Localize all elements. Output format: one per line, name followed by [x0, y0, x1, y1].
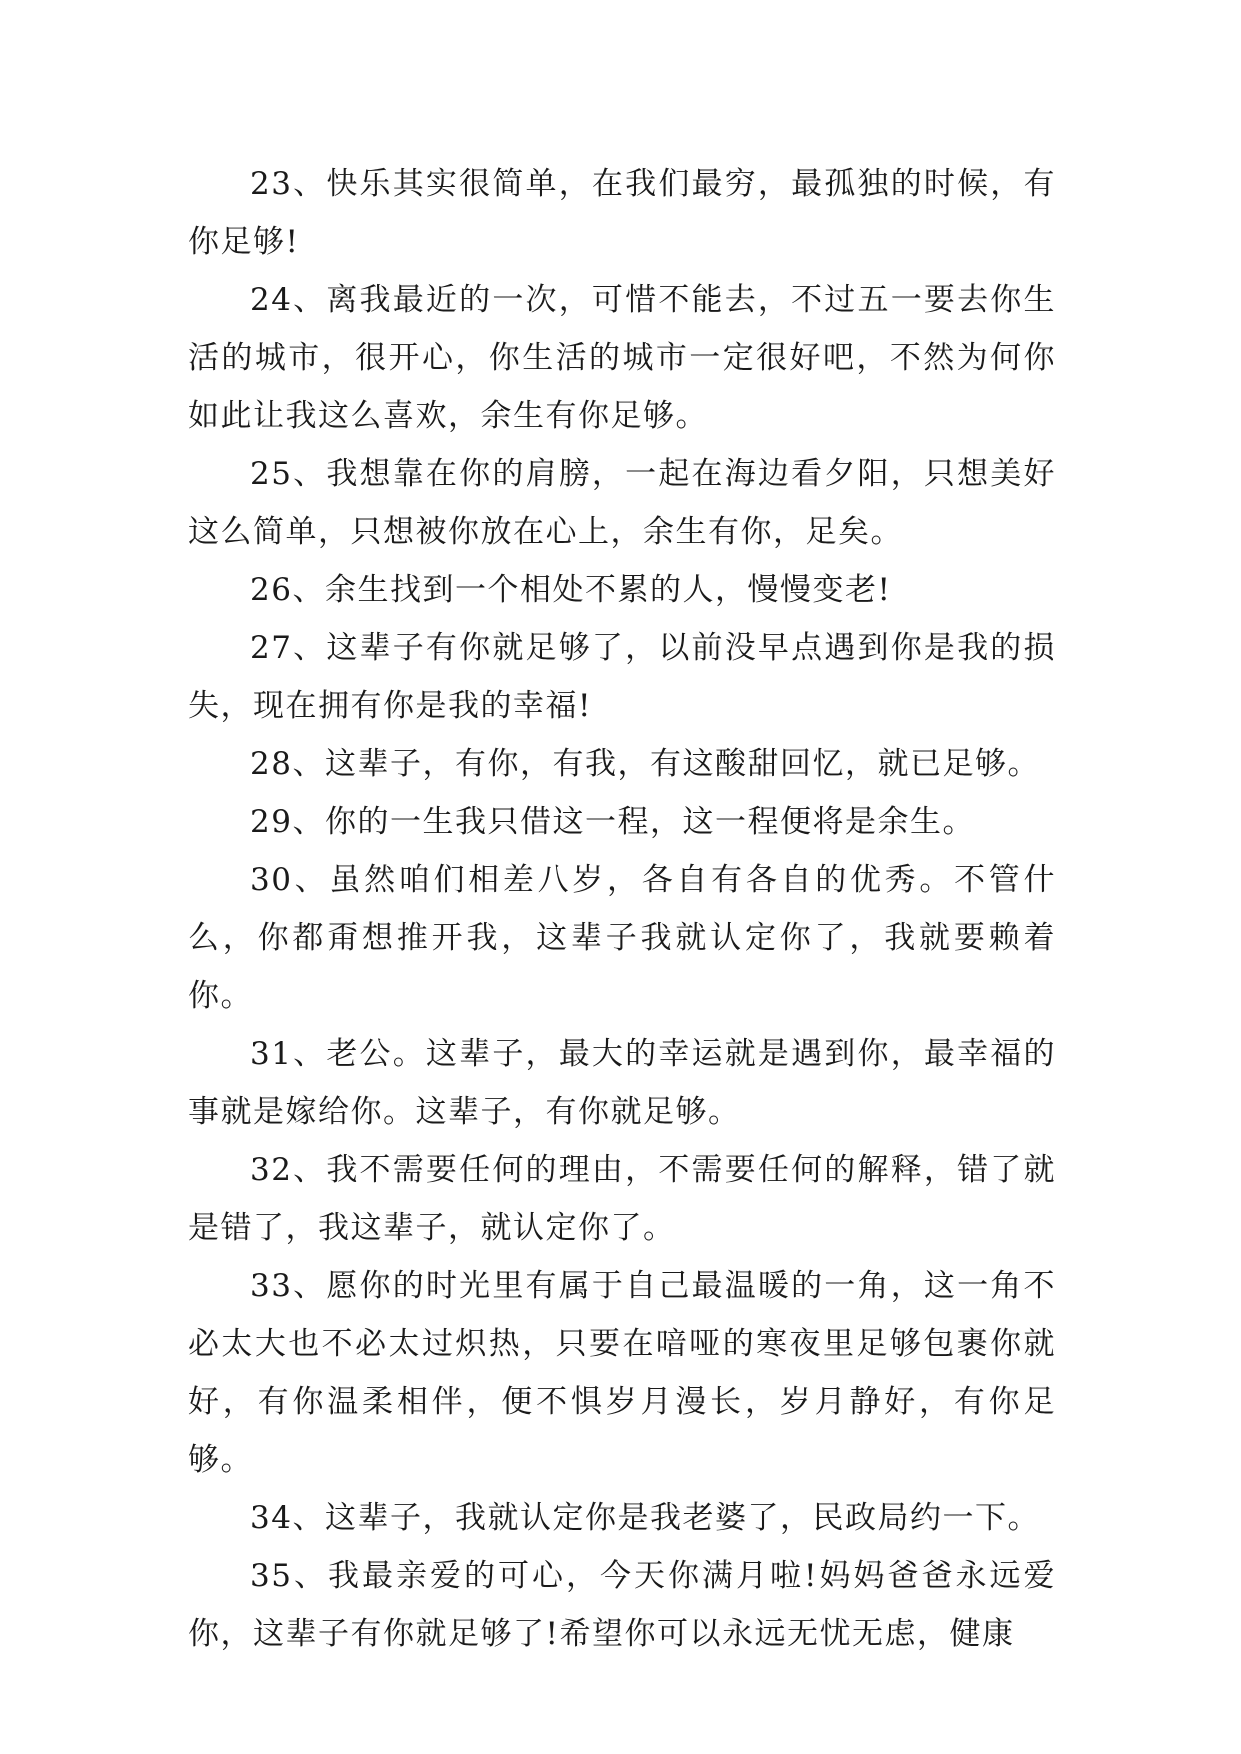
paragraph-29: 29、你的一生我只借这一程，这一程便将是余生。	[250, 804, 975, 840]
paragraph-26: 26、余生找到一个相处不累的人，慢慢变老!	[250, 572, 892, 608]
paragraph-28: 28、这辈子，有你，有我，有这酸甜回忆，就已足够。	[250, 746, 1040, 782]
paragraph-27: 27、这辈子有你就足够了，以前没早点遇到你是我的损失，现在拥有你是我的幸福!	[188, 630, 1056, 724]
document-body	[188, 155, 1056, 1663]
paragraph-33: 33、愿你的时光里有属于自己最温暖的一角，这一角不必太大也不必太过炽热，只要在喑哑的寒夜里足够包裹你就好，有你温柔相伴，便不惧岁月漫长，岁月静好，有你足够。	[188, 1268, 1056, 1478]
paragraph-35: 35、我最亲爱的可心，今天你满月啦!妈妈爸爸永远爱你，这辈子有你就足够了!希望你可以永远无忧无虑，健康	[188, 1558, 1056, 1652]
paragraph-32: 32、我不需要任何的理由，不需要任何的解释，错了就是错了，我这辈子，就认定你了。	[188, 1152, 1056, 1246]
paragraph-24: 24、离我最近的一次，可惜不能去，不过五一要去你生活的城市，很开心，你生活的城市一定很好吧，不然为何你如此让我这么喜欢，余生有你足够。	[188, 282, 1056, 434]
paragraph-23: 23、快乐其实很简单，在我们最穷，最孤独的时候，有你足够!	[188, 166, 1056, 260]
paragraph-31: 31、老公。这辈子，最大的幸运就是遇到你，最幸福的事就是嫁给你。这辈子，有你就足够。	[188, 1036, 1056, 1130]
paragraph-25: 25、我想靠在你的肩膀，一起在海边看夕阳，只想美好这么简单，只想被你放在心上，余生有你，足矣。	[188, 456, 1056, 550]
paragraph-34: 34、这辈子，我就认定你是我老婆了，民政局约一下。	[250, 1500, 1040, 1536]
paragraph-30: 30、虽然咱们相差八岁，各自有各自的优秀。不管什么，你都甭想推开我，这辈子我就认定你了，我就要赖着你。	[188, 862, 1056, 1014]
